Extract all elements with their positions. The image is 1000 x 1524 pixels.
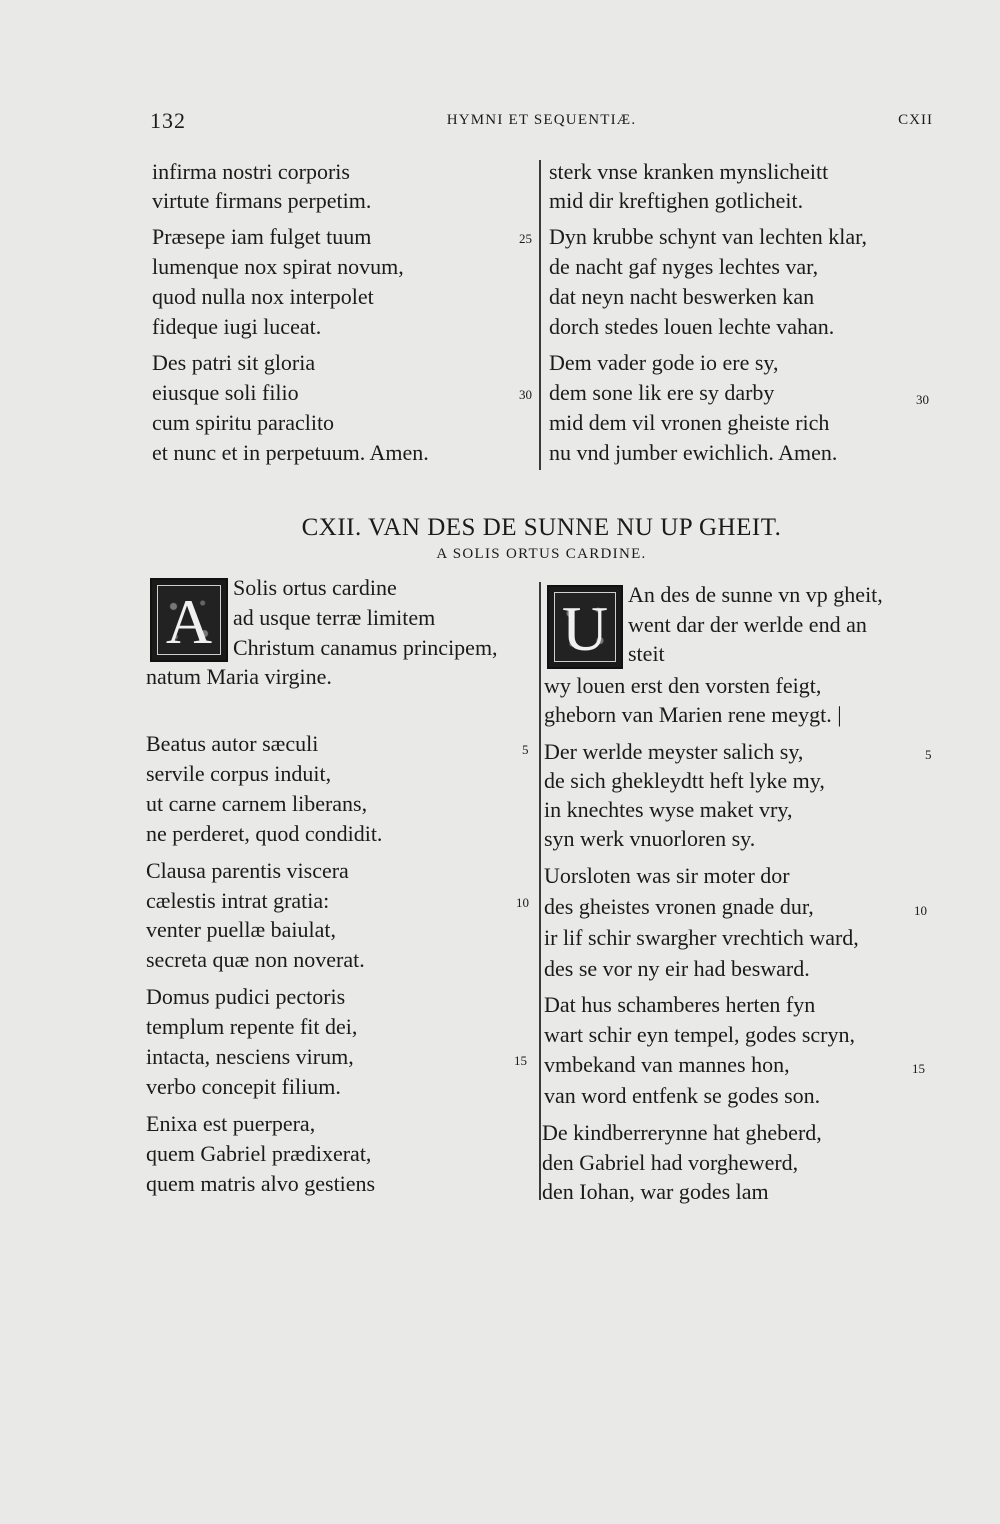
verse-line: mid dir kreftighen gotlicheit. bbox=[549, 188, 804, 213]
verse-line: venter puellæ baiulat, bbox=[146, 917, 336, 942]
verse-line: templum repente fit dei, bbox=[146, 1014, 358, 1039]
verse-line: Domus pudici pectoris bbox=[146, 984, 346, 1009]
column-rule-bottom bbox=[539, 582, 541, 1200]
verse-line: Uorsloten was sir moter dor bbox=[544, 863, 790, 888]
line-number: 30 bbox=[519, 387, 532, 402]
verse-line: Enixa est puerpera, bbox=[146, 1111, 316, 1136]
verse-line: lumenque nox spirat novum, bbox=[152, 254, 404, 279]
decorated-initial bbox=[150, 578, 228, 662]
verse-line: quod nulla nox interpolet bbox=[152, 284, 374, 309]
hymn-title: CXII. VAN DES DE SUNNE NU UP GHEIT. bbox=[301, 514, 782, 541]
verse-line: An des de sunne vn vp gheit, bbox=[628, 582, 883, 607]
verse-line: intacta, nesciens virum, bbox=[146, 1044, 354, 1069]
verse-line: vmbekand van mannes hon, bbox=[544, 1052, 790, 1077]
initial-letter: U bbox=[561, 593, 609, 664]
verse-line: Præsepe iam fulget tuum bbox=[152, 224, 372, 249]
verse-line: gheborn van Marien rene meygt. | bbox=[544, 702, 842, 727]
verse-line: de sich ghekleydtt heft lyke my, bbox=[544, 768, 825, 793]
line-number: 5 bbox=[925, 747, 932, 762]
verse-line: ir lif schir swargher vrechtich ward, bbox=[544, 925, 859, 950]
verse-line: De kindberrerynne hat gheberd, bbox=[542, 1120, 822, 1145]
verse-line: Der werlde meyster salich sy, bbox=[544, 739, 804, 764]
verse-line: ut carne carnem liberans, bbox=[146, 791, 368, 816]
line-number: 25 bbox=[519, 231, 532, 246]
verse-line: dorch stedes louen lechte vahan. bbox=[549, 314, 835, 339]
initial-letter: A bbox=[165, 586, 213, 657]
verse-line: cum spiritu paraclito bbox=[152, 410, 335, 435]
verse-line: wart schir eyn tempel, godes scryn, bbox=[544, 1022, 855, 1047]
verse-line: quem matris alvo gestiens bbox=[146, 1171, 376, 1196]
verse-line: dem sone lik ere sy darby bbox=[549, 380, 775, 405]
verse-line: dat neyn nacht beswerken kan bbox=[549, 284, 815, 309]
verse-line: servile corpus induit, bbox=[146, 761, 332, 786]
verse-line: natum Maria virgine. bbox=[146, 664, 332, 689]
verse-line: cælestis intrat gratia: bbox=[146, 888, 330, 913]
verse-line: Beatus autor sæculi bbox=[146, 731, 319, 756]
verse-line: verbo concepit filium. bbox=[146, 1074, 341, 1099]
verse-line: virtute firmans perpetim. bbox=[152, 188, 372, 213]
verse-line: secreta quæ non noverat. bbox=[146, 947, 365, 972]
verse-line: des se vor ny eir had besward. bbox=[544, 956, 810, 981]
line-number: 10 bbox=[516, 895, 529, 910]
verse-line: des gheistes vronen gnade dur, bbox=[544, 894, 814, 919]
verse-line: syn werk vnuorloren sy. bbox=[544, 826, 756, 851]
verse-line: Christum canamus principem, bbox=[233, 635, 498, 660]
verse-line: in knechtes wyse maket vry, bbox=[544, 797, 793, 822]
verse-line: nu vnd jumber ewichlich. Amen. bbox=[549, 440, 838, 465]
hymn-subtitle: A SOLIS ORTUS CARDINE. bbox=[436, 546, 647, 562]
running-title: HYMNI ET SEQUENTIÆ. bbox=[446, 112, 637, 128]
verse-line: went dar der werlde end an bbox=[628, 612, 867, 637]
verse-line: Clausa parentis viscera bbox=[146, 858, 349, 883]
line-number: 30 bbox=[916, 392, 929, 407]
line-number: 5 bbox=[522, 742, 529, 757]
verse-line: fideque iugi luceat. bbox=[152, 314, 322, 339]
verse-line: eiusque soli filio bbox=[152, 380, 299, 405]
verse-line: ne perderet, quod condidit. bbox=[146, 821, 383, 846]
column-rule-top bbox=[539, 160, 541, 470]
verse-line: de nacht gaf nyges lechtes var, bbox=[549, 254, 819, 279]
verse-line: van word entfenk se godes son. bbox=[544, 1083, 821, 1108]
verse-line: wy louen erst den vorsten feigt, bbox=[544, 673, 822, 698]
verse-line: mid dem vil vronen gheiste rich bbox=[549, 410, 830, 435]
verse-line: ad usque terræ limitem bbox=[233, 605, 436, 630]
verse-line: infirma nostri corporis bbox=[152, 159, 350, 184]
verse-line: et nunc et in perpetuum. Amen. bbox=[152, 440, 429, 465]
decorated-initial bbox=[547, 585, 623, 669]
verse-line: Solis ortus cardine bbox=[233, 575, 397, 600]
verse-line: sterk vnse kranken mynslicheitt bbox=[549, 159, 829, 184]
line-number: 10 bbox=[914, 903, 927, 918]
verse-line: den Gabriel had vorghewerd, bbox=[542, 1150, 799, 1175]
verse-line: Des patri sit gloria bbox=[152, 350, 316, 375]
verse-line: steit bbox=[628, 641, 665, 666]
verse-line: Dat hus schamberes herten fyn bbox=[544, 992, 816, 1017]
verse-line: den Iohan, war godes lam bbox=[542, 1179, 769, 1204]
verse-line: quem Gabriel prædixerat, bbox=[146, 1141, 372, 1166]
verse-line: Dyn krubbe schynt van lechten klar, bbox=[549, 224, 868, 249]
verse-line: Dem vader gode io ere sy, bbox=[549, 350, 779, 375]
running-head bbox=[150, 108, 933, 138]
page-number: 132 bbox=[150, 108, 186, 133]
section-number: CXII bbox=[898, 112, 933, 128]
line-number: 15 bbox=[514, 1053, 527, 1068]
line-number: 15 bbox=[912, 1061, 925, 1076]
